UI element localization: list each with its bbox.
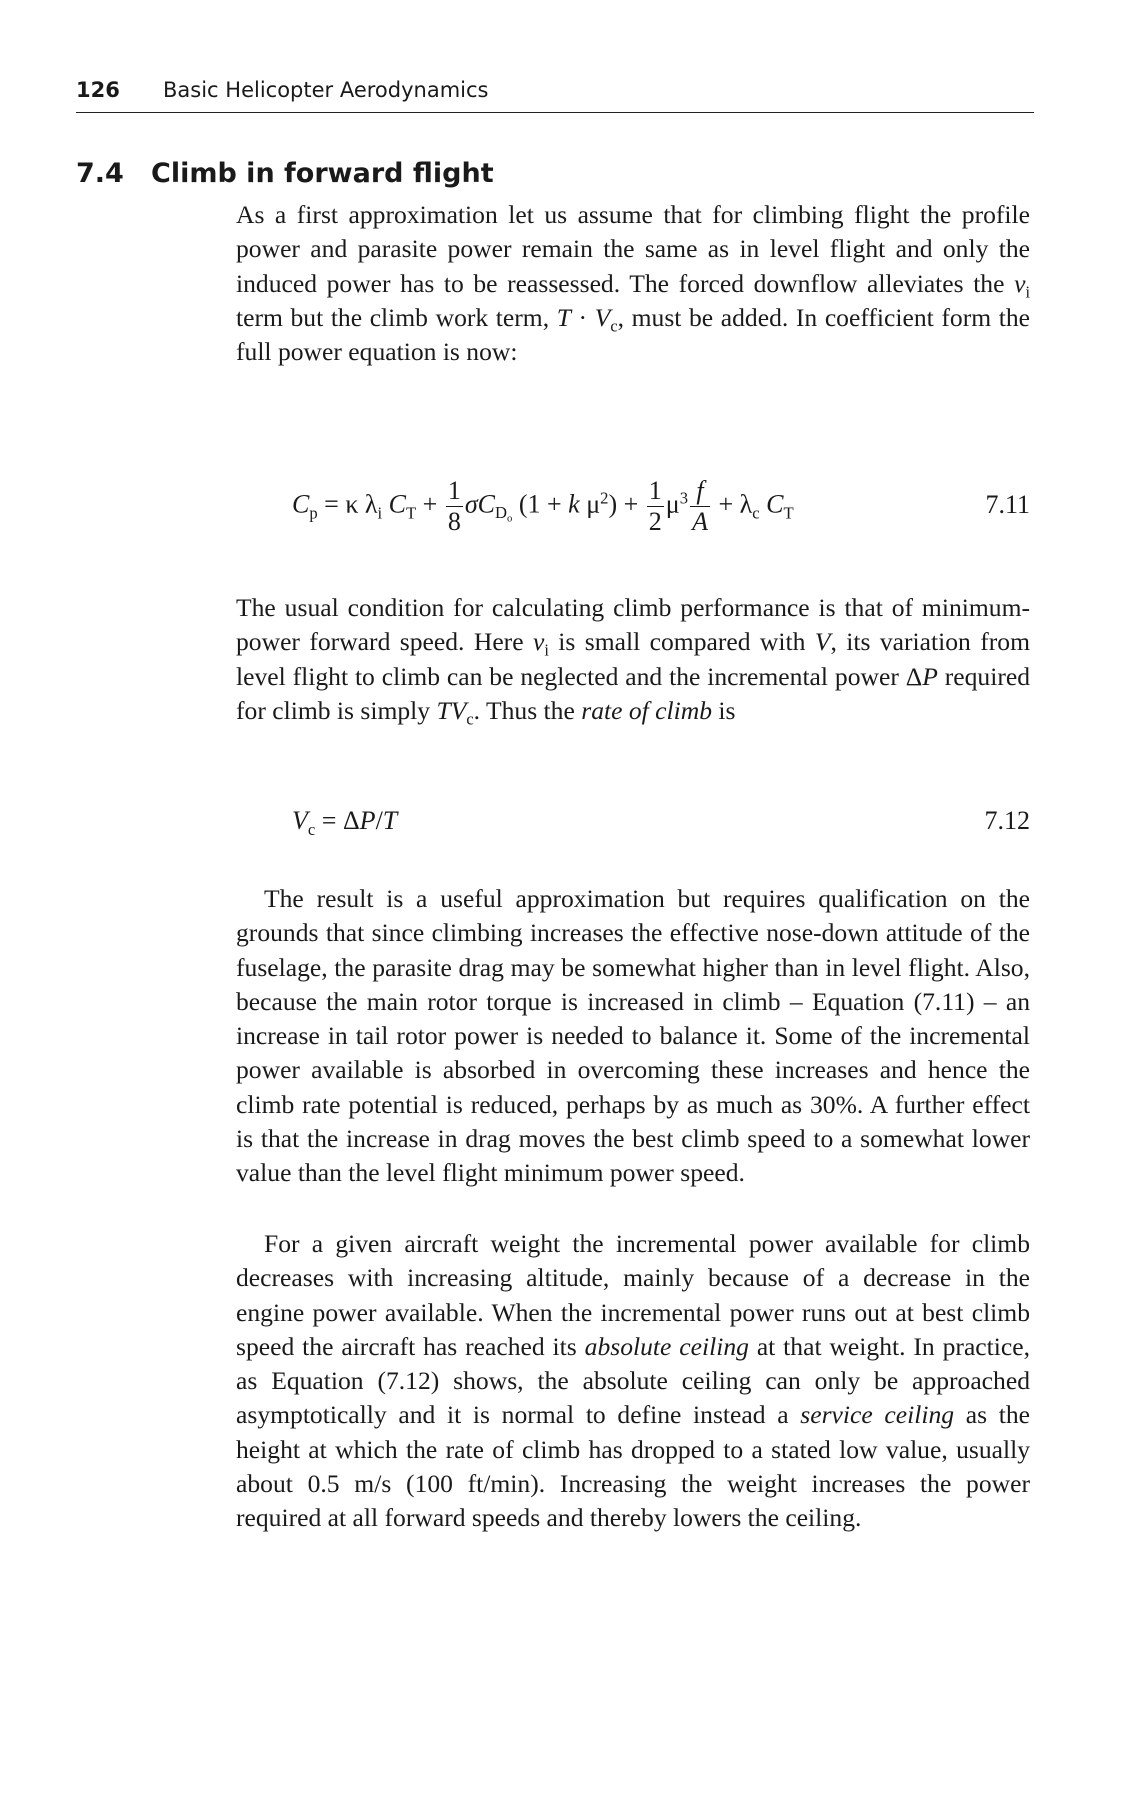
- math-sub: [495, 503, 513, 525]
- math-op: = Δ: [315, 806, 360, 835]
- header-rule: [76, 112, 1034, 113]
- math-var: P: [922, 661, 938, 691]
- math-var: σC: [464, 489, 495, 519]
- math-sub: T: [406, 503, 417, 523]
- paragraph-3: The result is a useful approximation but requires qualification on the grounds that since climbing increases the effective nose-down attitude of the fuselage, the parasite drag may be somewhat higher than in level flight. Also, because the main rotor torque is increased in climb – Equation (7.11) – an increase in tail rotor power is needed to balance it. Some of the incremental power available is absorbed in overcoming these increases and hence the climb rate potential is reduced, perhaps by as much as 30%. A further effect is that the increase in drag moves the best climb speed to a somewhat lower value than the level flight minimum power speed.: [236, 884, 1030, 1188]
- math-var: μ: [579, 489, 601, 519]
- paragraph-2: [236, 591, 1030, 728]
- term-rate-of-climb: rate of climb: [581, 695, 713, 725]
- fraction-f-over-a: [690, 478, 710, 535]
- equation-number: 7.11: [985, 490, 1030, 519]
- equation-7-12: [236, 806, 1030, 842]
- math-var: k: [568, 489, 580, 519]
- math-op: +: [416, 489, 444, 519]
- book-title: Basic Helicopter Aerodynamics: [163, 78, 489, 102]
- text-run: For a given aircraft weight the incremental power available for climb decreases with increasing altitude, mainly because of a decrease in the engine power available. When the incremental power runs out at best climb speed the aircraft has reached its: [236, 1229, 1030, 1361]
- text-run: As a first approximation let us assume that for climbing flight the profile power and parasite power remain the same as in level flight and only the induced power has to be reassessed. The forced downflow alleviates the: [236, 200, 1030, 298]
- text-run: , its variation from level flight to climb can be neglected and the incremental power Δ: [236, 627, 1030, 691]
- fraction-one-eighth: [446, 478, 463, 535]
- math-var: TV: [436, 695, 467, 725]
- math-var: C: [292, 489, 310, 519]
- denominator: 8: [447, 507, 461, 536]
- math-var: v: [1014, 268, 1026, 298]
- equation-number: 7.12: [984, 806, 1030, 835]
- math-op: = κ λ: [317, 489, 378, 519]
- page-number: 126: [76, 78, 120, 102]
- math-sub: p: [309, 503, 318, 523]
- numerator: 1: [447, 476, 461, 505]
- math-var: V: [814, 627, 831, 657]
- text-run: required for climb is simply: [236, 661, 1031, 725]
- equation-body: [292, 806, 398, 839]
- math-sub: T: [783, 503, 794, 523]
- math-op: + λ: [711, 489, 753, 519]
- numerator: 1: [648, 476, 662, 505]
- math-sup: 2: [600, 488, 609, 508]
- math-subsub: o: [507, 514, 513, 525]
- math-sub: c: [752, 503, 760, 523]
- running-head: [76, 78, 1034, 112]
- math-sub: c: [466, 709, 474, 729]
- math-var: V: [594, 302, 611, 332]
- term-service-ceiling: service ceiling: [800, 1400, 955, 1430]
- math-sub: i: [544, 641, 549, 661]
- math-var: v: [532, 627, 545, 657]
- math-var: P: [359, 806, 376, 835]
- math-sub: i: [377, 503, 383, 523]
- math-sub: i: [1025, 282, 1030, 302]
- math-var: V: [292, 806, 308, 835]
- math-sub-letter: D: [495, 503, 508, 523]
- math-op: ·: [570, 302, 595, 332]
- fraction-one-half: [647, 478, 664, 535]
- denominator: 2: [648, 507, 662, 536]
- text-run: , must be added. In coefficient form the full power equation is now:: [236, 302, 1031, 367]
- text-run: term but the climb work term,: [236, 302, 557, 332]
- paragraph-1: [236, 198, 1030, 369]
- text-run: The usual condition for calculating climb performance is that of minimum-power forward speed. Here: [236, 593, 1030, 657]
- math-sup: 3: [679, 488, 689, 508]
- math-op: ) +: [608, 489, 645, 519]
- denominator: A: [692, 507, 708, 536]
- section-number: 7.4: [76, 158, 124, 189]
- text-run: is small compared with: [548, 627, 815, 657]
- section-title: Climb in forward flight: [151, 158, 494, 189]
- math-var: C: [382, 489, 406, 519]
- math-var: T: [556, 302, 571, 332]
- math-var: μ: [665, 489, 680, 519]
- math-sub: c: [307, 819, 316, 839]
- text-run: . Thus the: [473, 695, 582, 725]
- math-op: /: [375, 806, 383, 835]
- term-absolute-ceiling: absolute ceiling: [584, 1331, 749, 1361]
- math-var: C: [759, 489, 784, 519]
- text-run: is: [712, 695, 736, 725]
- equation-body: [292, 478, 794, 535]
- equation-7-11: [236, 478, 1030, 542]
- paragraph-4: [236, 1227, 1030, 1536]
- text-run: as the height at which the rate of climb has dropped to a stated low value, usually about 0.5 m/s (100 ft/min). Increasing the weight increases the power required at all forward speeds and thereby lowers the ceiling.: [236, 1400, 1030, 1533]
- numerator: f: [690, 478, 710, 507]
- math-var: T: [382, 806, 398, 835]
- math-op: (1 +: [512, 489, 569, 519]
- math-sub: c: [610, 316, 618, 336]
- text-run: at that weight. In practice, as Equation (7.12) shows, the absolute ceiling can only be approached asymptotically and it is normal to define instead a: [236, 1331, 1030, 1430]
- section-heading: [76, 158, 494, 189]
